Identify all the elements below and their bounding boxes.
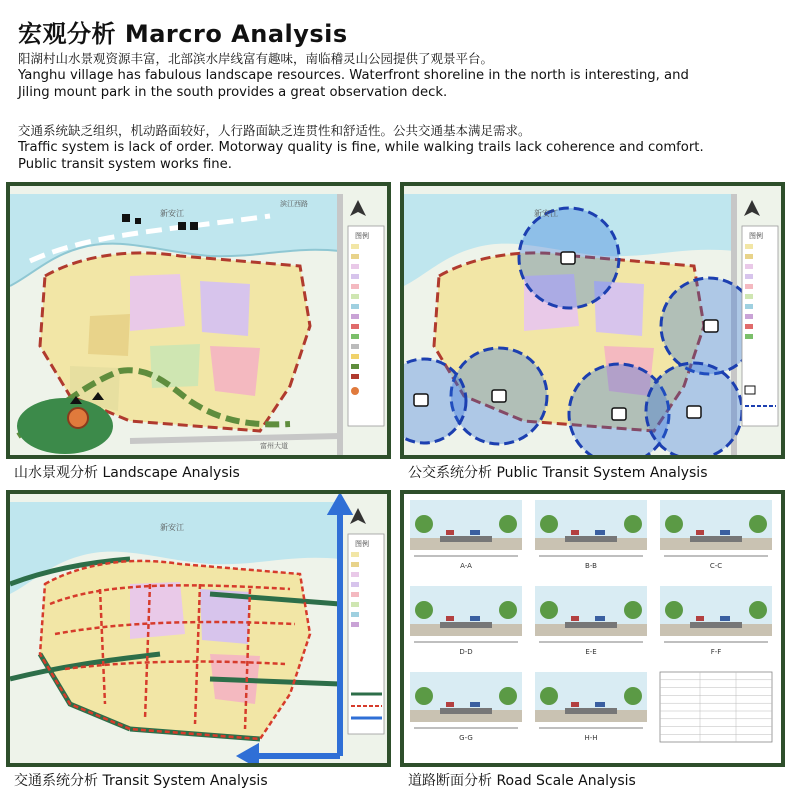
river-label-c: 新安江 — [160, 523, 184, 532]
road-section-label: D-D — [459, 648, 473, 656]
page-title: 宏观分析 Marcro Analysis — [18, 20, 348, 48]
road-north-label: 滨江西路 — [280, 200, 308, 208]
landscape-map-panel — [6, 182, 391, 459]
traffic-en-line1: Traffic system is lack of order. Motorway quality is fine, while walking trails lack coherence and comfort. — [18, 140, 704, 155]
svg-text:图例: 图例 — [355, 540, 369, 548]
transit-system-caption: 交通系统分析 Transit System Analysis — [14, 773, 268, 789]
road-section-label: H-H — [584, 734, 598, 742]
intro-paragraph — [18, 50, 788, 101]
road-section-label: B-B — [585, 562, 597, 570]
public-transit-caption: 公交系统分析 Public Transit System Analysis — [408, 465, 708, 481]
road-south-label: 富州大道 — [260, 442, 288, 450]
public-transit-map-panel — [400, 182, 785, 459]
traffic-en-line2: Public transit system works fine. — [18, 157, 232, 172]
road-section-label: G-G — [459, 734, 473, 742]
intro-en-line1: Yanghu village has fabulous landscape resources. Waterfront shoreline in the north is interesting, and — [18, 68, 689, 83]
traffic-paragraph — [18, 122, 788, 173]
river-label: 新安江 — [160, 209, 184, 218]
road-section-table — [660, 672, 772, 742]
svg-text:图例: 图例 — [749, 232, 763, 240]
transit-system-map-panel — [6, 490, 391, 767]
road-section-label: F-F — [710, 648, 722, 656]
intro-cn: 阳湖村山水景观资源丰富，北部滨水岸线富有趣味，南临稽灵山公园提供了观景平台。 — [18, 51, 494, 66]
road-section-label: A-A — [460, 562, 472, 570]
traffic-cn: 交通系统缺乏组织，机动路面较好，人行路面缺乏连贯性和舒适性。公共交通基本满足需求。 — [18, 123, 531, 138]
landscape-caption: 山水景观分析 Landscape Analysis — [14, 465, 240, 481]
intro-en-line2: Jiling mount park in the south provides a great observation deck. — [18, 85, 448, 100]
river-label-b: 新安江 — [534, 209, 558, 218]
road-section-label: C-C — [709, 562, 723, 570]
svg-text:图例: 图例 — [355, 232, 369, 240]
road-scale-caption: 道路断面分析 Road Scale Analysis — [408, 773, 636, 789]
road-section-label: E-E — [585, 648, 597, 656]
road-scale-panel — [400, 490, 785, 767]
